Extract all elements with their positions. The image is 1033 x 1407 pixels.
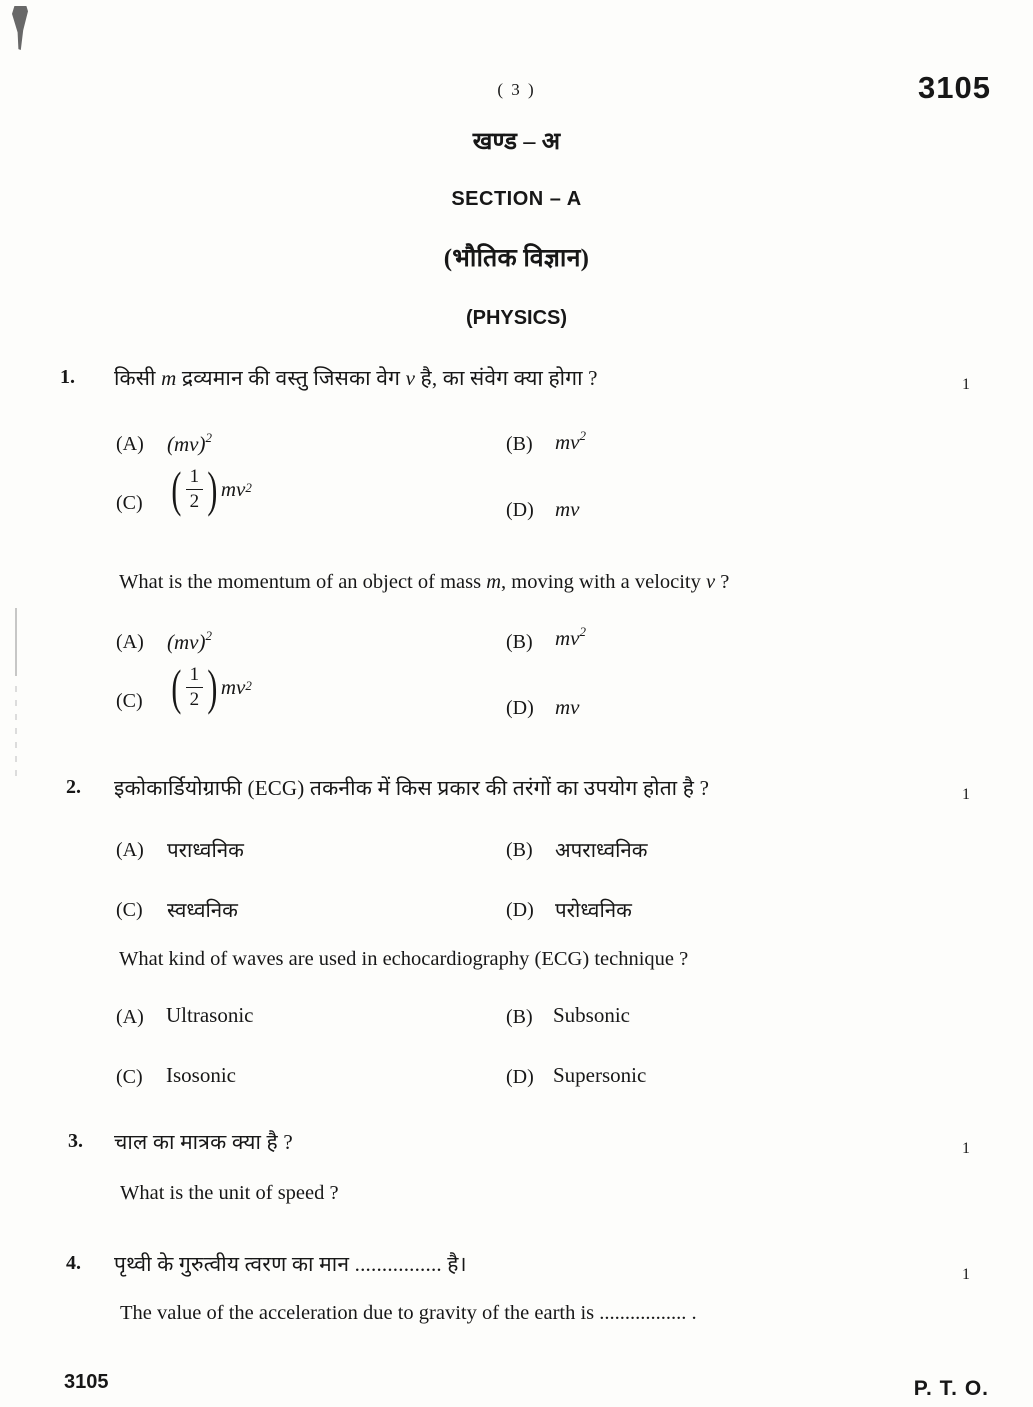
- q1-en-optC-formula: [168, 659, 252, 716]
- q1-optB-formula: [555, 429, 586, 455]
- q2-optB-label: (B): [506, 839, 533, 861]
- q2-optA-label: (A): [116, 839, 144, 861]
- q1-english-part3: ?: [715, 571, 730, 593]
- q1-optC-numerator: 1: [186, 466, 204, 490]
- q1-en-optC-fraction: [186, 664, 204, 711]
- q1-en-optB-base: mv: [555, 626, 580, 650]
- q1-en-optB-formula: [555, 625, 586, 651]
- q1-en-optC-close-paren: ): [207, 659, 218, 716]
- q1-optA-base: (mv): [167, 432, 206, 456]
- q1-optB-sup: 2: [579, 428, 586, 443]
- q1-en-optD-label: (D): [506, 697, 534, 719]
- q2-text-english: What kind of waves are used in echocardiography (ECG) technique ?: [119, 948, 689, 970]
- scan-artifact-ink-mark: [12, 6, 28, 50]
- q1-en-optA-base: (mv): [167, 630, 206, 654]
- q1-optC-base: mv: [220, 476, 246, 501]
- q1-optD-formula: mv: [555, 497, 580, 521]
- q1-hindi-var-v: v: [405, 366, 416, 390]
- q4-number: 4.: [66, 1252, 81, 1274]
- q2-optC-hindi: स्वध्वनिक: [167, 900, 238, 922]
- q1-optC-fraction: [186, 466, 204, 513]
- q2-en-optD-label: (D): [506, 1066, 534, 1088]
- q4-marks: 1: [962, 1266, 970, 1283]
- q1-en-optA-formula: [167, 629, 212, 655]
- q1-english-part2: , moving with a velocity: [501, 571, 707, 593]
- q1-hindi-var-m: m: [161, 366, 177, 390]
- q3-number: 3.: [68, 1130, 83, 1152]
- q4-text-hindi: पृथ्वी के गुरुत्वीय त्वरण का मान ................ है।: [114, 1252, 467, 1276]
- q1-optA-label: (A): [116, 433, 144, 455]
- q2-optB-hindi: अपराध्वनिक: [555, 840, 648, 862]
- q2-optD-english: Supersonic: [553, 1063, 647, 1087]
- q4-text-english: The value of the acceleration due to gravity of the earth is ................. .: [120, 1302, 697, 1324]
- scan-artifact-left-dashes: [15, 686, 17, 776]
- q1-text-english: [119, 571, 729, 594]
- q1-optD-label: (D): [506, 499, 534, 521]
- paper-code: 3105: [918, 70, 991, 105]
- q1-optC-close-paren: ): [207, 461, 218, 518]
- q1-optC-open-paren: (: [171, 461, 182, 518]
- q1-hindi-part1: किसी: [114, 366, 162, 390]
- q1-hindi-part3: है, का संवेग क्या होगा ?: [415, 366, 598, 390]
- q2-optB-english: Subsonic: [553, 1003, 631, 1027]
- q2-marks: 1: [962, 786, 970, 803]
- q1-text-hindi: [114, 364, 598, 392]
- q2-text-hindi: इकोकार्डियोग्राफी (ECG) तकनीक में किस प्रकार की तरंगों का उपयोग होता है ?: [114, 776, 710, 800]
- q1-optC-label: (C): [116, 492, 143, 514]
- q2-optC-english: Isosonic: [166, 1063, 236, 1087]
- q1-en-optC-base: mv: [220, 674, 246, 699]
- section-heading-english: SECTION – A: [451, 188, 582, 210]
- subject-heading-english: (PHYSICS): [465, 307, 568, 329]
- q1-en-optC-open-paren: (: [171, 659, 182, 716]
- q2-en-optB-label: (B): [506, 1006, 533, 1028]
- q2-en-optC-label: (C): [116, 1066, 143, 1088]
- q1-optA-sup: 2: [205, 430, 212, 445]
- q1-optC-sup: 2: [245, 480, 252, 496]
- q2-en-optA-label: (A): [116, 1006, 144, 1028]
- section-heading-hindi: खण्ड – अ: [472, 129, 561, 155]
- q2-optD-label: (D): [506, 899, 534, 921]
- q1-optC-denominator: 2: [189, 490, 200, 512]
- q3-text-english: What is the unit of speed ?: [120, 1182, 339, 1204]
- q1-optC-formula: [168, 461, 252, 518]
- q1-optB-label: (B): [506, 433, 533, 455]
- q2-optA-english: Ultrasonic: [166, 1003, 254, 1027]
- q1-english-part1: What is the momentum of an object of mass: [119, 571, 487, 593]
- q1-number: 1.: [60, 366, 75, 388]
- subject-heading-hindi: (भौतिक विज्ञान): [443, 245, 590, 272]
- footer-paper-code: 3105: [64, 1371, 109, 1393]
- q1-en-optB-sup: 2: [579, 624, 586, 639]
- q3-marks: 1: [962, 1140, 970, 1157]
- q1-hindi-part2: द्रव्यमान की वस्तु जिसका वेग: [176, 366, 406, 390]
- q1-en-optD-formula: mv: [555, 695, 580, 719]
- q1-en-optC-denominator: 2: [189, 688, 200, 710]
- q2-optC-label: (C): [116, 899, 143, 921]
- footer-pto: P. T. O.: [913, 1377, 989, 1400]
- q1-en-optA-label: (A): [116, 631, 144, 653]
- q2-optA-hindi: पराध्वनिक: [167, 840, 244, 862]
- q1-marks: 1: [962, 376, 970, 393]
- q1-optA-formula: [167, 431, 212, 457]
- q1-en-optA-sup: 2: [205, 628, 212, 643]
- page-number: ( 3 ): [497, 80, 536, 99]
- q1-english-var-m: m: [486, 571, 502, 593]
- q2-optD-hindi: परोध्वनिक: [555, 900, 632, 922]
- q1-en-optC-numerator: 1: [186, 664, 204, 688]
- q1-optB-base: mv: [555, 430, 580, 454]
- q1-en-optB-label: (B): [506, 631, 533, 653]
- q2-number: 2.: [66, 776, 81, 798]
- q3-text-hindi: चाल का मात्रक क्या है ?: [114, 1130, 293, 1154]
- scan-artifact-left-line: [15, 608, 17, 676]
- q1-english-var-v: v: [706, 571, 716, 593]
- q1-en-optC-sup: 2: [245, 678, 252, 694]
- q1-en-optC-label: (C): [116, 690, 143, 712]
